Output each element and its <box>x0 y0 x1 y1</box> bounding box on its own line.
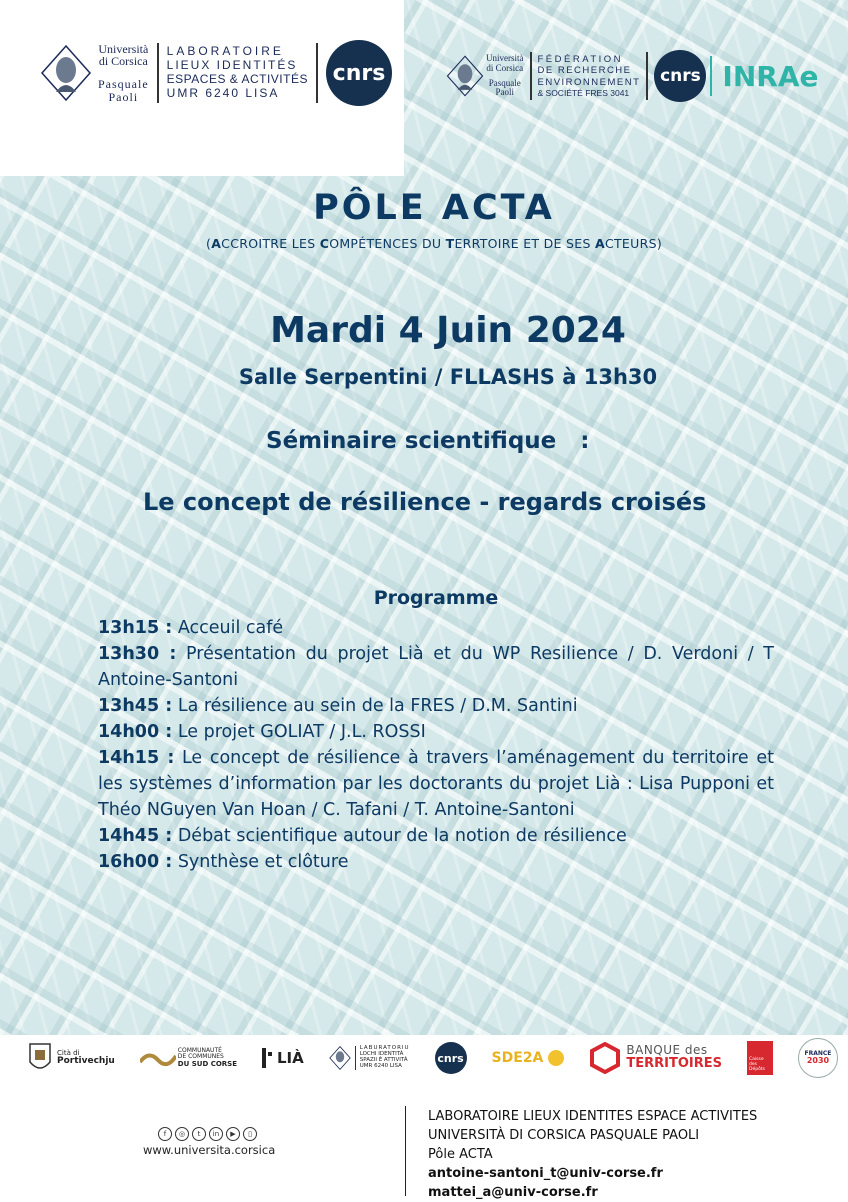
programme-text: Débat scientifique autour de la notion de résilience <box>172 826 627 846</box>
programme-item <box>98 823 774 849</box>
fres-line1: FÉDÉRATION <box>537 53 624 65</box>
paoli-emblem-icon <box>40 44 92 102</box>
lab-line1: LABORATOIRE <box>166 44 284 59</box>
programme-item <box>98 615 774 641</box>
portivechju-logo <box>28 1042 115 1074</box>
subtitle-text: CTEURS <box>604 236 657 251</box>
subtitle-text: CCROITRE LES <box>221 236 320 251</box>
sudcorse-wave-icon <box>140 1048 176 1068</box>
fres-line4: & SOCIÉTÉ FRES 3041 <box>537 87 630 98</box>
univ-right-line3: Pasquale <box>488 78 521 88</box>
page-subtitle: (ACCROITRE LES COMPÉTENCES DU TERRTOIRE ET DE SES ACTEURS) <box>206 236 662 251</box>
programme-time: 16h00 : <box>98 852 173 872</box>
lochi-line4: UMR 6240 LISA <box>359 1062 402 1069</box>
sudcorse-line1: COMMUNAUTÉ <box>177 1047 222 1055</box>
univ-left-line1: Università <box>98 41 149 56</box>
banque-line2: TERRITOIRES <box>626 1056 722 1072</box>
divider <box>157 43 159 103</box>
lochi-logo <box>329 1045 410 1071</box>
fres-line2: DE RECHERCHE <box>537 65 632 77</box>
france2030-line2: 2030 <box>806 1056 830 1065</box>
sde2a-text: SDE2A <box>491 1050 544 1066</box>
sudcorse-logo <box>140 1048 237 1068</box>
lochi-line3: SPAZII È ATTIVITÀ <box>359 1057 408 1063</box>
lisa-logo <box>40 40 392 106</box>
divider <box>710 56 712 96</box>
facebook-icon[interactable]: f <box>158 1127 172 1141</box>
portivechju-line1: Cità di <box>57 1049 80 1057</box>
univ-right-line2: di Corsica <box>486 62 524 73</box>
france2030-logo <box>798 1038 838 1078</box>
programme-item <box>98 745 774 823</box>
subtitle-initial: C <box>319 236 330 251</box>
cnrs-logo-small: cnrs <box>654 50 706 102</box>
social-icons <box>158 1127 257 1141</box>
subtitle-text: OMPÉTENCES DU <box>329 236 446 251</box>
banque-territoires-logo <box>590 1042 722 1074</box>
banque-hexagon-icon <box>590 1042 620 1074</box>
page-title: PÔLE ACTA <box>313 188 555 228</box>
lia-text: LIÀ <box>277 1049 304 1067</box>
france2030-line1: FRANCE <box>804 1050 832 1057</box>
lochi-line2: LOCHI IDENTITÀ <box>359 1051 404 1058</box>
event-date: Mardi 4 Juin 2024 <box>270 310 626 351</box>
linkedin-icon[interactable]: in <box>209 1127 223 1141</box>
univ-left-line4: Paoli <box>108 89 139 104</box>
portivechju-crest-icon <box>28 1042 52 1074</box>
lia-logo <box>262 1048 304 1068</box>
univ-left-line2: di Corsica <box>98 54 148 69</box>
programme-time: 13h30 : <box>98 644 177 664</box>
partner-logos <box>28 1036 838 1080</box>
sudcorse-line2: DE COMMUNES <box>177 1053 224 1061</box>
sudcorse-line3: DU SUD CORSE <box>177 1059 238 1068</box>
programme-time: 14h45 : <box>98 826 173 846</box>
programme-time: 14h15 : <box>98 748 175 768</box>
programme-time: 13h45 : <box>98 696 173 716</box>
lia-mark-icon <box>262 1048 274 1068</box>
programme-text: La résilience au sein de la FRES / D.M. Santini <box>172 696 578 716</box>
portivechju-line2: Portivechju <box>57 1056 115 1066</box>
programme-heading: Programme <box>373 587 499 609</box>
paoli-emblem-icon <box>329 1045 351 1071</box>
univ-left-line3: Pasquale <box>98 77 149 91</box>
seminar-heading: Séminaire scientifique : <box>266 428 590 454</box>
subtitle-initial: A <box>211 236 222 251</box>
phone-icon[interactable]: ▯ <box>243 1127 257 1141</box>
programme-time: 14h00 : <box>98 722 173 742</box>
programme-text: Présentation du projet Lià et du WP Resilience / D. Verdoni / T Antoine-Santoni <box>98 644 774 690</box>
divider <box>316 43 318 103</box>
seminar-topic: Le concept de résilience - regards croisés <box>143 488 707 516</box>
lisa-text-block <box>167 45 308 100</box>
paoli-emblem-icon <box>446 54 484 98</box>
lochi-line1: LABURATORIU <box>359 1045 410 1052</box>
lab-line3: ESPACES & ACTIVITÉS <box>166 72 308 86</box>
event-place: Salle Serpentini / FLLASHS à 13h30 <box>238 365 658 389</box>
divider <box>646 52 648 100</box>
subtitle-text: ERRTOIRE ET DE SES <box>454 236 595 251</box>
programme-text: Acceuil café <box>172 618 284 638</box>
website-link[interactable]: www.universita.corsica <box>143 1143 276 1157</box>
fres-logo <box>446 50 818 102</box>
programme-list <box>98 615 774 875</box>
programme-text: Synthèse et clôture <box>172 852 349 872</box>
instagram-icon[interactable]: ◎ <box>175 1127 189 1141</box>
univ-right-line1: Università <box>486 53 524 64</box>
contact-line3: Pôle ACTA <box>428 1147 493 1162</box>
universita-logo-left <box>40 43 149 103</box>
programme-text: Le projet GOLIAT / J.L. ROSSI <box>172 722 426 742</box>
caisse-depots-logo <box>747 1041 773 1075</box>
programme-item <box>98 719 774 745</box>
contact-line1: LABORATOIRE LIEUX IDENTITES ESPACE ACTIVITES <box>428 1109 758 1124</box>
twitter-icon[interactable]: t <box>192 1127 206 1141</box>
inrae-logo: INRAe <box>722 59 819 93</box>
caisse-line2: des Dépôts <box>748 1062 765 1073</box>
cnrs-logo: cnrs <box>326 40 392 106</box>
subtitle-initial: A <box>594 236 605 251</box>
subtitle-initial: T <box>445 236 455 251</box>
divider <box>530 52 532 100</box>
programme-item <box>98 641 774 693</box>
programme-time: 13h15 : <box>98 618 173 638</box>
contact-line2: UNIVERSITÀ DI CORSICA PASQUALE PAOLI <box>428 1128 700 1143</box>
lab-line2: LIEUX IDENTITÉS <box>166 58 298 73</box>
lab-line4: UMR 6240 LISA <box>166 85 280 100</box>
banque-line1: BANQUE des <box>626 1043 708 1058</box>
programme-item <box>98 693 774 719</box>
cnrs-partner-logo: cnrs <box>435 1042 467 1074</box>
fres-line3: ENVIRONNEMENT <box>537 76 641 88</box>
sde2a-logo <box>492 1049 566 1067</box>
sde2a-leaf-icon <box>547 1049 565 1067</box>
footer-divider <box>405 1106 406 1196</box>
contact-block <box>428 1107 757 1202</box>
programme-text: Le concept de résilience à travers l’aménagement du territoire et les systèmes d’information par les doctorants du projet Lià : Lisa Pupponi et Théo NGuyen Van Hoan / C. Tafani / T. Antoine-Santoni <box>98 748 774 820</box>
contact-email-1[interactable]: antoine-santoni_t@univ-corse.fr <box>428 1166 663 1181</box>
fres-text-block <box>538 54 641 98</box>
youtube-icon[interactable]: ▶ <box>226 1127 240 1141</box>
univ-right-line4: Paoli <box>495 87 514 98</box>
caisse-line1: Caisse <box>748 1057 764 1063</box>
contact-email-2[interactable]: mattei_a@univ-corse.fr <box>428 1185 598 1200</box>
programme-item <box>98 849 774 875</box>
